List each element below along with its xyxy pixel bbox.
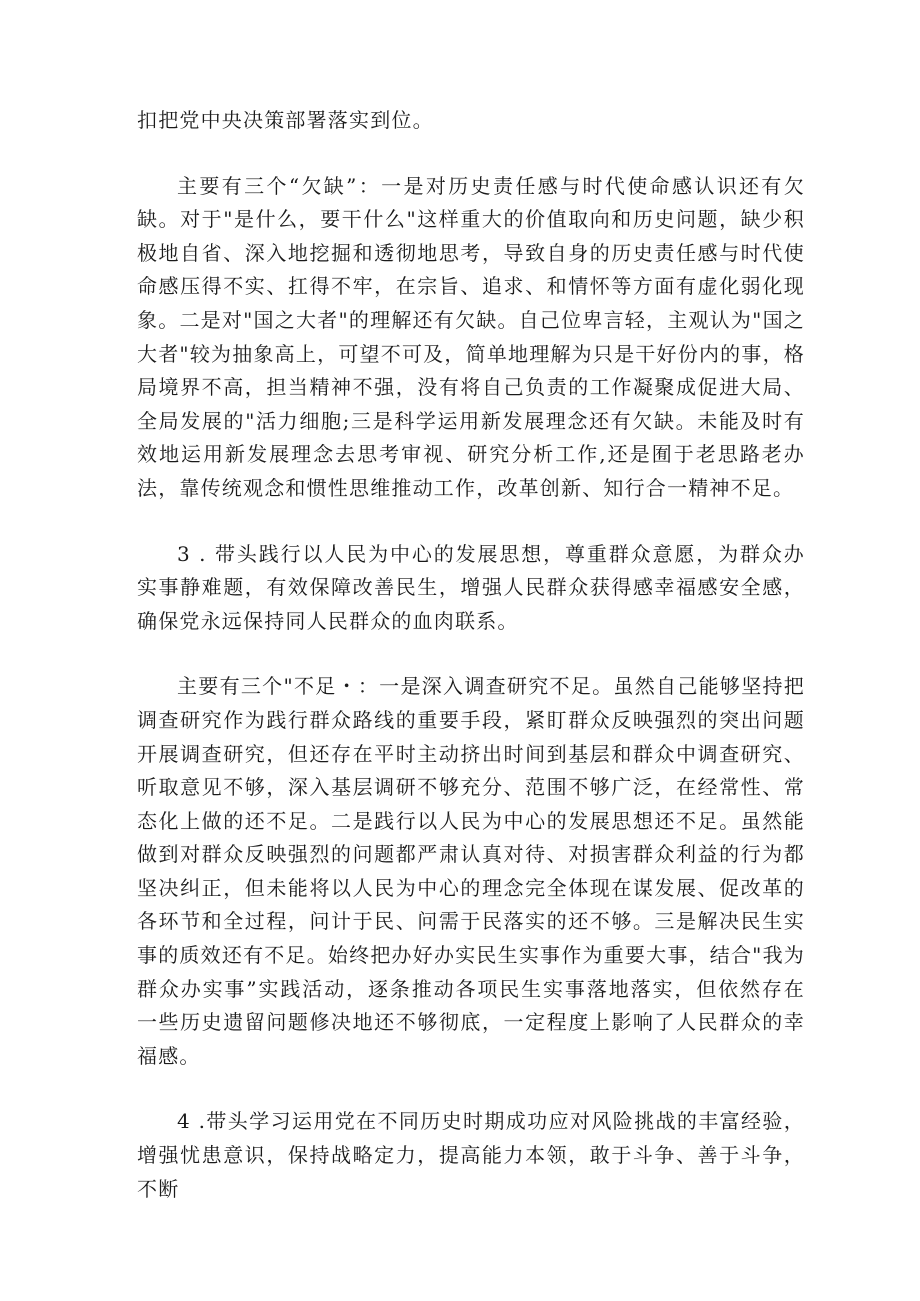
paragraph-item-3-heading: 3 . 带头践行以人民为中心的发展思想，尊重群众意愿，为群众办实事静难题，有效保障改善民生，增强人民群众获得感幸福感安全感，确保党永远保持同人民群众的血肉联系。 (137, 541, 805, 633)
document-body (137, 104, 805, 1206)
paragraph-continuation: 扣把党中央决策部署落实到位。 (137, 108, 434, 132)
paragraph-three-deficiencies: 主要有三个“欠缺”：一是对历史责任感与时代使命感认识还有欠缺。对于"是什么，要干什么"这样重大的价值取向和历史问题，缺少积极地自省、深入地挖掘和透彻地思考，导致自身的历史责任感与时代使命感压得不实、扛得不牢，在宗旨、追求、和情怀等方面有虚化弱化现象。二是对"国之大者"的理解还有欠缺。自己位卑言轻，主观认为"国之大者"较为抽象高上，可望不可及，简单地理解为只是干好份内的事，格局境界不高，担当精神不强，没有将自己负责的工作凝聚成促进大局、全局发展的"活力细胞;三是科学运用新发展理念还有欠缺。未能及时有效地运用新发展理念去思考审视、研究分析工作,还是囿于老思路老办法，靠传统观念和惯性思维推动工作，改革创新、知行合一精神不足。 (137, 173, 805, 500)
paragraph-three-shortcomings: 主要有三个"不足・：一是深入调查研究不足。虽然自己能够坚持把调查研究作为践行群众路线的重要手段，紧盯群众反映强烈的突出问题开展调查研究，但还存在平时主动挤出时间到基层和群众中调查研究、听取意见不够，深入基层调研不够充分、范围不够广泛，在经常性、常态化上做的还不足。二是践行以人民为中心的发展思想还不足。虽然能做到对群众反映强烈的问题都严肃认真对待、对损害群众利益的行为都坚决纠正，但未能将以人民为中心的理念完全体现在谋发展、促改革的各环节和全过程，问计于民、问需于民落实的还不够。三是解决民生实事的质效还有不足。始终把办好办实民生实事作为重要大事，结合"我为群众办实事”实践活动，逐条推动各项民生实事落地落实，但依然存在一些历史遗留问题修决地还不够彻底，一定程度上影响了人民群众的幸福感。 (137, 674, 805, 1068)
paragraph-item-4-heading: 4 .带头学习运用党在不同历史时期成功应对风险挑战的丰富经验，增强忧患意识，保持战略定力，提高能力本领，敢于斗争、善于斗争，不断 (137, 1109, 805, 1201)
